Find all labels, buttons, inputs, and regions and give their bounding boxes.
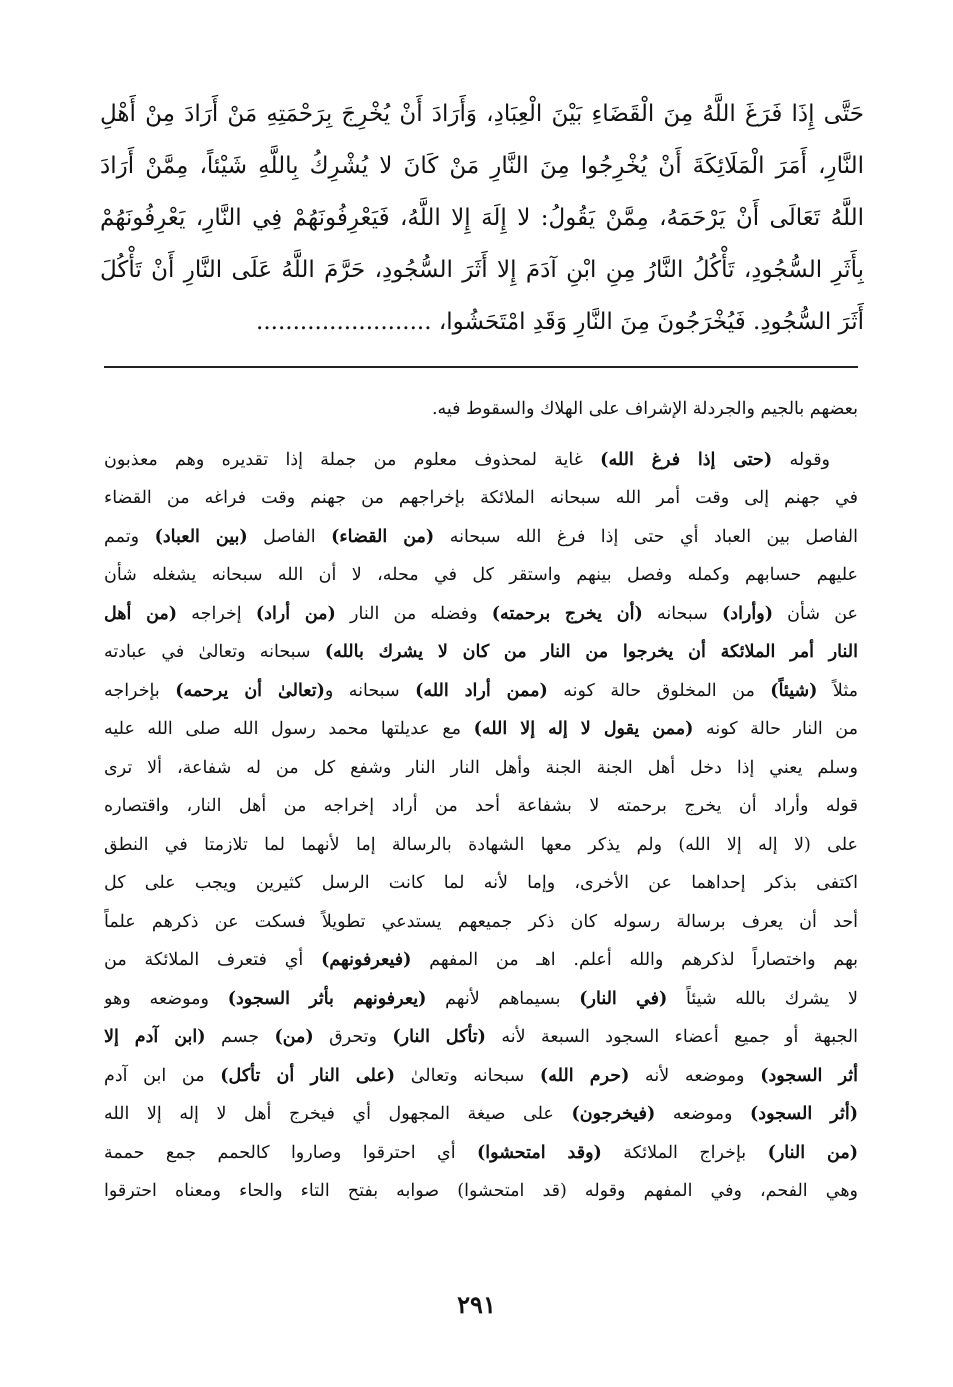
quoted-hadith-phrase: (من أراد) <box>255 603 336 624</box>
commentary-line: عليهم حسابهم وكمله وفصل بينهم واستقر كل في محله، لا أن الله سبحانه يشغله شأن <box>104 565 858 585</box>
commentary-line: وسلم يعني إذا دخل أهل الجنة الجنة وأهل النار النار وشفع كل من له شفاعة، ألا ترى <box>104 757 858 778</box>
commentary-line: على (لا إله إلا الله) ولم يذكر معها الشهادة بالرسالة إما لأنهما لما تلازمتا في النطق <box>104 834 858 855</box>
quoted-hadith-phrase: (ممن يقول لا إله إلا الله) <box>473 719 694 739</box>
commentary-line: قوله وأراد أن يخرج برحمته لا بشفاعة أحد من أراد إخراجه من أهل النار، واقتصاره <box>104 796 858 816</box>
commentary-line: الفاصل بين العباد أي حتى إذا فرغ الله سبحانه (من القضاء) الفاصل (بين العباد) وتمم <box>104 526 858 547</box>
quoted-hadith-phrase: (ابن آدم إلا <box>104 1027 206 1047</box>
commentary-line: من النار حالة كونه (ممن يقول لا إله إلا الله) مع عديلتها محمد رسول الله صلى الله عليه <box>104 719 858 739</box>
hadith-text-block <box>100 88 864 348</box>
quoted-hadith-phrase: (فيعرفونهم) <box>321 950 412 970</box>
hadith-line: أَثَرَ السُّجُودِ. فَيُخْرَجُونَ مِنَ النَّارِ وَقَدِ امْتَحَشُوا، ........................ <box>256 309 864 335</box>
quoted-hadith-phrase: (على النار أن تأكل) <box>220 1065 396 1086</box>
commentary-line: أثر السجود) وموضعه لأنه (حرم الله) سبحانه وتعالىٰ (على النار أن تأكل) من ابن آدم <box>104 1065 858 1086</box>
quoted-hadith-phrase: (وأراد) <box>722 603 773 624</box>
commentary-paragraph <box>104 441 858 1211</box>
commentary-line: مثلاً (شيئاً) من المخلوق حالة كونه (ممن أراد الله) سبحانه و(تعالىٰ أن يرحمه) بإخراجه <box>104 680 858 701</box>
commentary-line: النار أمر الملائكة أن يخرجوا من النار من كان لا يشرك بالله) سبحانه وتعالىٰ في عبادته <box>104 642 858 662</box>
commentary-paragraph <box>104 390 858 429</box>
quoted-hadith-phrase: (حرم الله) <box>539 1065 630 1086</box>
commentary-line: بعضهم بالجيم والجردلة الإشراف على الهلاك والسقوط فيه. <box>431 399 858 419</box>
quoted-hadith-phrase: (من النار) <box>767 1142 858 1163</box>
commentary-line: (من النار) بإخراج الملائكة (وقد امتحشوا) أي احترقوا وصاروا كالحمم جمع حممة <box>104 1142 858 1163</box>
quoted-hadith-phrase: (تأكل النار) <box>392 1027 486 1047</box>
quoted-hadith-phrase: (بين العباد) <box>154 526 248 547</box>
quoted-hadith-phrase: (يعرفونهم بأثر السجود) <box>227 988 427 1009</box>
commentary-line: الجبهة أو جميع أعضاء السجود السبعة لأنه (تأكل النار) وتحرق (من) جسم (ابن آدم إلا <box>104 1027 858 1047</box>
quoted-hadith-phrase: (من أهل <box>104 603 178 624</box>
commentary-line: لا يشرك بالله شيئاً (في النار) بسيماهم لأنهم (يعرفونهم بأثر السجود) وموضعه وهو <box>104 988 858 1009</box>
commentary-line: وقوله (حتى إذا فرغ الله) غاية لمحذوف معلوم من جملة إذا تقديره وهم معذبون <box>104 449 831 470</box>
quoted-hadith-phrase: (شيئاً) <box>770 680 818 701</box>
quoted-hadith-phrase: النار أمر الملائكة أن يخرجوا من النار من كان لا يشرك بالله) <box>324 642 858 662</box>
hadith-line: بِأَثَرِ السُّجُودِ، تَأْكُلُ النَّارُ مِنِ ابْنِ آدَمَ إِلا أَثَرَ السُّجُودِ، حَرَّمَ اللَّهُ عَلَى النَّارِ أَنْ تَأْكُلَ <box>100 257 864 283</box>
commentary-line: وهي الفحم، وفي المفهم وقوله (قد امتحشوا) صوابه بفتح التاء والحاء ومعناه احترقوا <box>104 1181 858 1201</box>
commentary-line: بهم واختصاراً لذكرهم والله أعلم. اهـ من المفهم (فيعرفونهم) أي فتعرف الملائكة من <box>104 950 858 970</box>
quoted-hadith-phrase: (وقد امتحشوا) <box>477 1142 602 1163</box>
page-number: ٢٩١ <box>457 1290 496 1319</box>
section-divider <box>104 366 858 368</box>
quoted-hadith-phrase: (في النار) <box>579 988 668 1009</box>
commentary-line: في جهنم إلى وقت أمر الله سبحانه الملائكة بإخراجهم من جهنم وقت فراغه من القضاء <box>104 488 858 508</box>
quoted-hadith-phrase: (أثر السجود) <box>750 1104 858 1124</box>
quoted-hadith-phrase: (حتى إذا فرغ الله) <box>600 449 773 470</box>
quoted-hadith-phrase: (من) <box>274 1027 314 1047</box>
hadith-line: اللَّهُ تَعَالَى أَنْ يَرْحَمَهُ، مِمَّنْ يَقُولُ: لا إِلَهَ إِلا اللَّهُ، فَيَعْرِفُونَهُمْ فِي النَّارِ، يَعْرِفُونَهُمْ <box>100 205 864 231</box>
hadith-line: النَّارِ، أَمَرَ الْمَلَائِكَةَ أَنْ يُخْرِجُوا مِنَ النَّارِ مَنْ كَانَ لا يُشْرِكُ بِاللَّهِ شَيْئاً، مِمَّنْ أَرَادَ <box>100 153 864 179</box>
commentary-block <box>104 390 858 1211</box>
hadith-line: حَتَّى إِذَا فَرَغَ اللَّهُ مِنَ الْقَضَاءِ بَيْنَ الْعِبَادِ، وَأَرَادَ أَنْ يُخْرِجَ بِرَحْمَتِهِ مَنْ أَرَادَ مِنْ أَهْلِ <box>100 101 864 127</box>
quoted-hadith-phrase: (من القضاء) <box>331 526 435 547</box>
quoted-hadith-phrase: (فيخرجون) <box>571 1104 656 1124</box>
quoted-hadith-phrase: أثر السجود) <box>760 1065 858 1086</box>
commentary-line: عن شأن (وأراد) سبحانه (أن يخرج برحمته) وفضله من النار (من أراد) إخراجه (من أهل <box>104 603 858 624</box>
quoted-hadith-phrase: (تعالىٰ أن يرحمه) <box>175 680 325 701</box>
quoted-hadith-phrase: (أن يخرج برحمته) <box>491 603 643 624</box>
commentary-line: اكتفى بذكر إحداهما عن الأخرى، وإما لأنه لما كانت الرسل كثيرين ويجب على كل <box>104 873 858 893</box>
commentary-line: (أثر السجود) وموضعه (فيخرجون) على صيغة المجهول أي فيخرج أهل لا إله إلا الله <box>104 1104 858 1124</box>
quoted-hadith-phrase: (ممن أراد الله) <box>415 680 548 701</box>
commentary-line: أحد أن يعرف برسالة رسوله كان ذكر جميعهم يستدعي تطويلاً فسكت عن ذكرهم علماً <box>104 911 858 932</box>
